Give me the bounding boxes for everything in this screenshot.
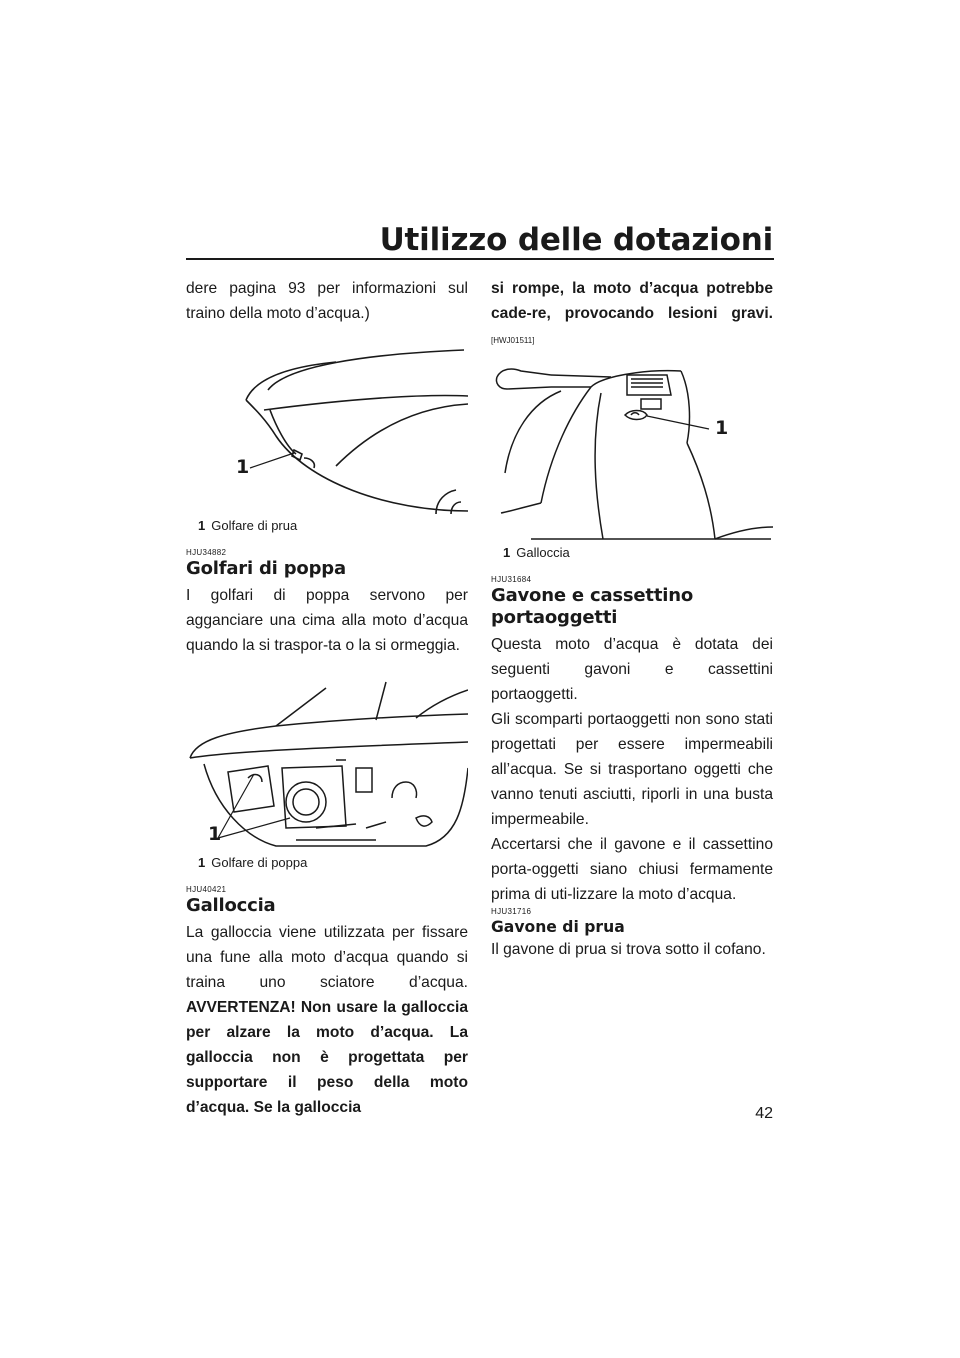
page-header-title: Utilizzo delle dotazioni (379, 222, 773, 258)
figure-stern-eye (186, 668, 468, 871)
figure-callout: 1 (236, 456, 250, 478)
figure-callout: 1 (208, 823, 222, 845)
figure-caption (503, 545, 773, 561)
caption-text: Golfare di prua (211, 518, 298, 533)
cleat-illustration (491, 363, 773, 543)
bow-eye-illustration (186, 336, 468, 516)
caption-number: 1 (198, 518, 206, 533)
page-number: 42 (755, 1105, 773, 1122)
section-title: Gavone di prua (491, 918, 625, 936)
section-code: HJU31684 (491, 575, 532, 584)
section-bow-storage (491, 907, 773, 962)
warning-text: AVVERTENZA! Non usare la galloccia per alzare la moto d’acqua. La galloccia non è progettata per supportare il peso della moto d’acqua. Se la galloccia (186, 999, 468, 1116)
warning-code: [HWJ01511] (491, 336, 535, 345)
stern-eye-illustration (186, 668, 468, 853)
warning-text: si rompe, la moto d’acqua potrebbe cade-re, provocando lesioni gravi. (491, 280, 773, 322)
section-paragraph-1: Questa moto d’acqua è dotata dei seguenti gavoni e cassettini portaoggetti. (491, 636, 773, 703)
section-code: HJU40421 (186, 885, 227, 894)
figure-caption (198, 855, 468, 871)
section-paragraph-2: Gli scomparti portaoggetti non sono stati progettati per essere impermeabili all’acqua. Se si trasportano oggetti che vanno tenuti asciutti, riporli in una busta impermeabile. (491, 711, 773, 828)
section-title: Golfari di poppa (186, 558, 346, 579)
caption-text: Golfare di poppa (211, 855, 308, 870)
figure-caption (198, 518, 468, 534)
right-column (491, 276, 773, 962)
section-body (186, 920, 468, 1120)
warning-continuation (491, 276, 773, 353)
intro-paragraph: dere pagina 93 per informazioni sul traino della moto d’acqua.) (186, 280, 468, 322)
body-plain: La galloccia viene utilizzata per fissare una fune alla moto d’acqua quando si traina uno sciatore d’acqua. (186, 924, 468, 991)
header-rule (186, 258, 774, 260)
section-title: Galloccia (186, 895, 276, 916)
section-storage (491, 575, 773, 907)
section-code: HJU34882 (186, 548, 227, 557)
caption-text: Galloccia (516, 545, 570, 560)
figure-bow-eye (186, 336, 468, 534)
section-body: Il gavone di prua si trova sotto il cofano. (491, 941, 766, 958)
left-column (186, 276, 468, 1120)
figure-cleat (491, 363, 773, 561)
figure-callout: 1 (715, 417, 729, 439)
section-stern-eyes (186, 548, 468, 658)
section-code: HJU31716 (491, 907, 532, 916)
section-paragraph-3: Accertarsi che il gavone e il cassettino porta-oggetti siano chiusi fermamente prima di uti-lizzare la moto d’acqua. (491, 836, 773, 903)
section-title: Gavone e cassettino portaoggetti (491, 585, 693, 628)
caption-number: 1 (198, 855, 206, 870)
section-cleat (186, 885, 468, 1120)
caption-number: 1 (503, 545, 511, 560)
section-body: I golfari di poppa servono per agganciare una cima alla moto d’acqua quando la si traspor-ta o la si ormeggia. (186, 587, 468, 654)
